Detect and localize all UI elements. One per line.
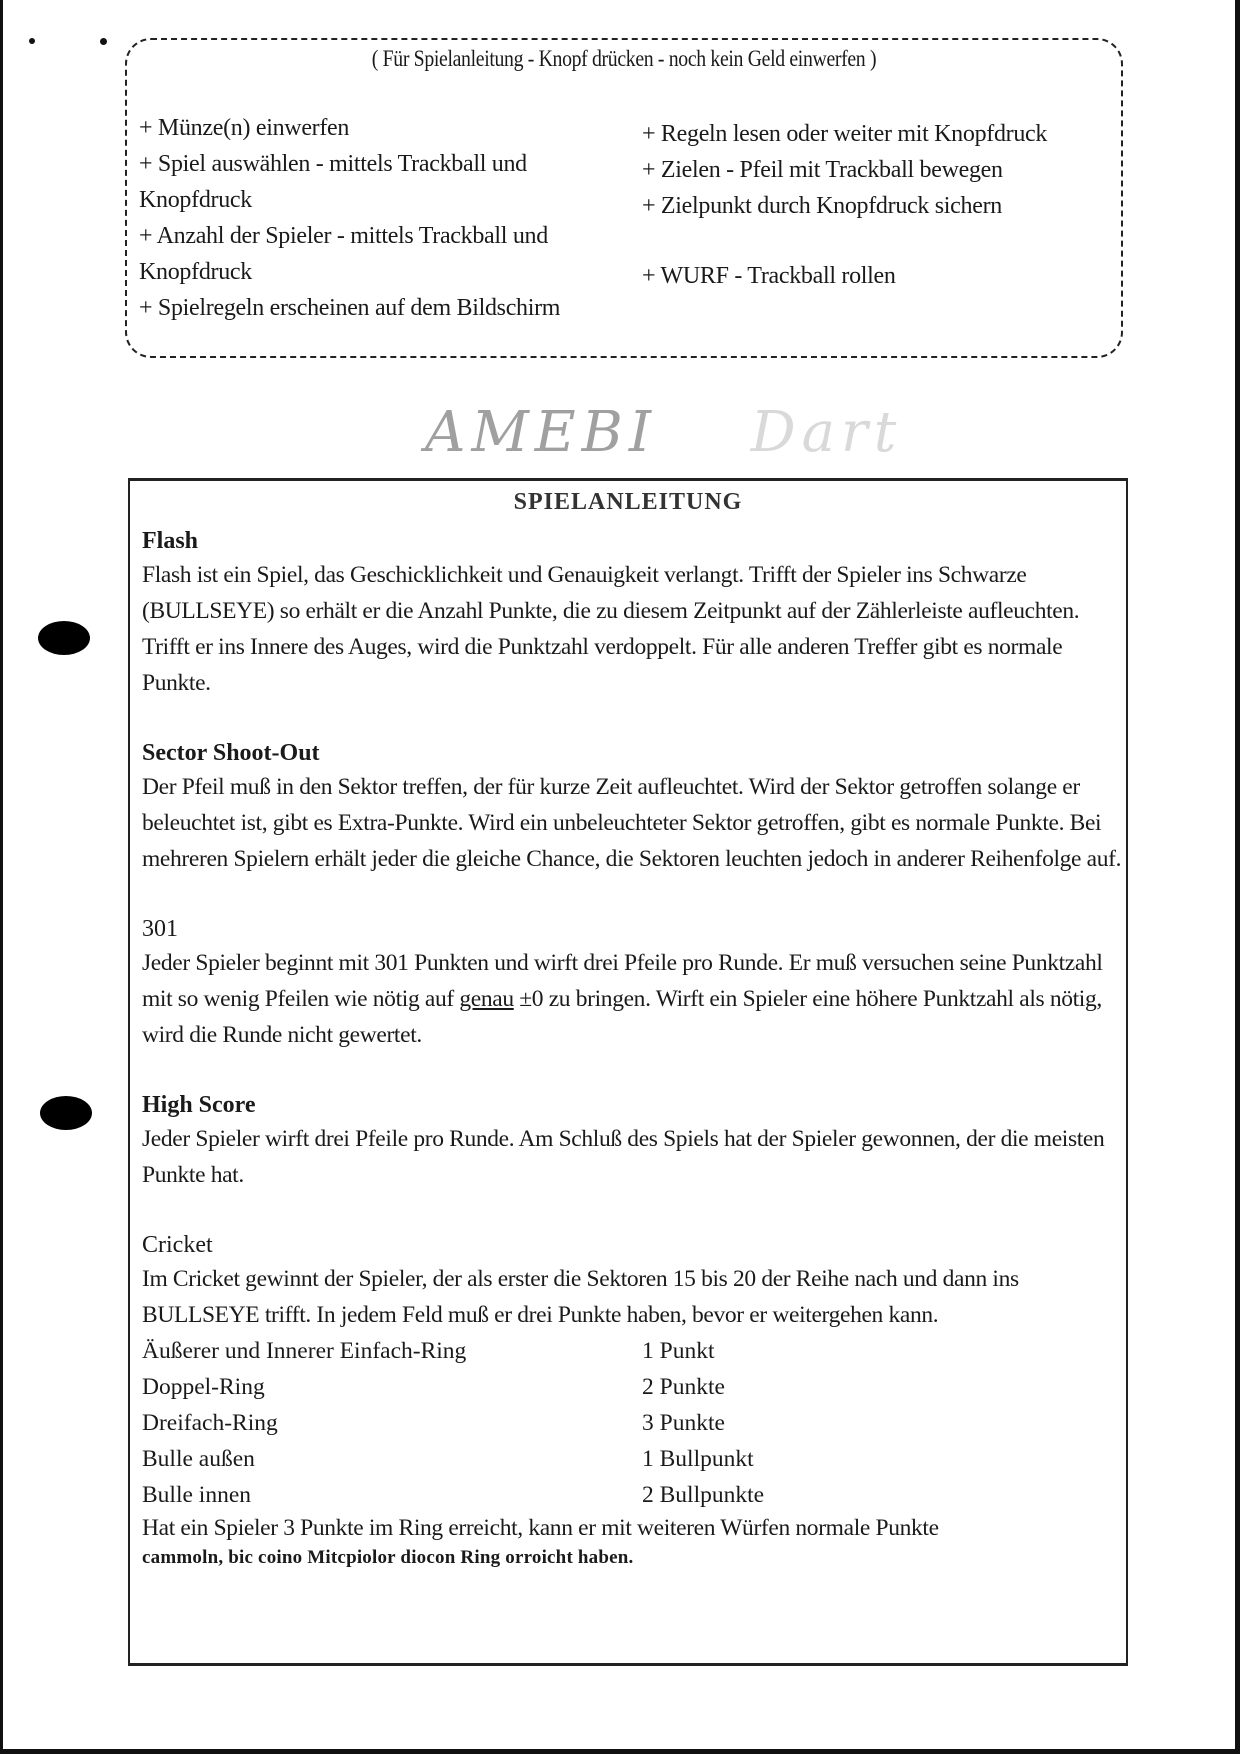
text-run: Jeder Spieler beginnt mit 301 Punkten und wirft drei Pfeile pro Runde. Er muß versuchen seine Punktzahl mit so wenig Pfeilen wie nötig auf: [142, 950, 1103, 1012]
step-item: + Zielen - Pfeil mit Trackball bewegen: [642, 157, 1003, 183]
cricket-closing-line: cammoln, bic coino Mitcpiolor diocon Ring orroicht haben.: [142, 1547, 634, 1568]
punch-hole: [40, 1096, 92, 1130]
section-heading: Flash: [142, 528, 199, 554]
spacer: [642, 224, 1122, 258]
scoring-label: Bulle innen: [142, 1482, 251, 1508]
handwritten-word: AMEBI: [425, 400, 657, 465]
scoring-value: 3 Punkte: [642, 1410, 725, 1436]
scoring-row: [142, 1477, 1122, 1513]
step-item: + Spielregeln erscheinen auf dem Bildschirm: [139, 295, 561, 321]
scoring-label: Äußerer und Innerer Einfach-Ring: [142, 1338, 467, 1364]
step-item: + Münze(n) einwerfen: [139, 115, 350, 141]
section-flash: [142, 525, 1122, 701]
scoring-value: 1 Punkt: [642, 1338, 715, 1364]
section-text: Der Pfeil muß in den Sektor treffen, der für kurze Zeit aufleuchtet. Wird der Sektor getroffen solange er beleuchtet ist, gibt es Extra-Punkte. Wird ein unbeleuchteter Sektor getroffen, gibt es normale Punkte. Bei mehreren Spielern erhält jeder die gleiche Chance, die Sektoren leuchten jedoch in anderer Reihenfolge auf.: [142, 774, 1122, 872]
scoring-row: [142, 1333, 1122, 1369]
underlined-word: genau: [459, 986, 514, 1012]
scoring-value: 2 Bullpunkte: [642, 1482, 765, 1508]
scan-speck: [29, 38, 35, 44]
section-heading: Cricket: [142, 1232, 213, 1258]
step-item: + Anzahl der Spieler - mittels Trackball und Knopfdruck: [139, 223, 548, 285]
handwritten-annotation: [425, 400, 902, 465]
scoring-label: Bulle außen: [142, 1446, 255, 1472]
cricket-closing-line: Hat ein Spieler 3 Punkte im Ring erreicht, kann er mit weiteren Würfen normale Punkte: [142, 1515, 939, 1541]
section-heading: 301: [142, 916, 178, 942]
section-heading: High Score: [142, 1092, 256, 1118]
scoring-value: 1 Bullpunkt: [642, 1446, 754, 1472]
scoring-label: Doppel-Ring: [142, 1374, 265, 1400]
scan-edge-bottom: [0, 1749, 1240, 1754]
quick-start-box: [125, 38, 1123, 358]
step-item: + Zielpunkt durch Knopfdruck sichern: [642, 193, 1002, 219]
scoring-value: 2 Punkte: [642, 1374, 725, 1400]
handwritten-word: Dart: [750, 400, 903, 465]
page-title: SPIELANLEITUNG: [513, 489, 743, 515]
section-high-score: [142, 1089, 1122, 1193]
step-item: + Regeln lesen oder weiter mit Knopfdruck: [642, 121, 1048, 147]
scoring-row: [142, 1369, 1122, 1405]
instructions-content: [142, 525, 1122, 1609]
section-sector-shoot-out: [142, 737, 1122, 877]
quick-start-steps-right: [642, 116, 1122, 294]
section-text: Jeder Spieler wirft drei Pfeile pro Runde. Am Schluß des Spiels hat der Spieler gewonnen, der die meisten Punkte hat.: [142, 1126, 1105, 1188]
section-cricket: [142, 1229, 1122, 1573]
scoring-row: [142, 1441, 1122, 1477]
step-item: + Spiel auswählen - mittels Trackball und Knopfdruck: [139, 151, 527, 213]
text-run: ±0 zu bringen. Wirft ein Spieler eine höhere Punktzahl als nötig, wird die Runde nicht gewertet.: [142, 986, 1102, 1048]
scan-edge-right: [1235, 0, 1240, 1754]
section-text: [142, 945, 1122, 1053]
game-instructions-box: [128, 478, 1128, 1666]
section-301: [142, 913, 1122, 1053]
scan-speck: [100, 38, 107, 45]
quick-start-note: ( Für Spielanleitung - Knopf drücken - noch kein Geld einwerfen ): [371, 46, 877, 71]
punch-hole: [38, 621, 90, 655]
scoring-label: Dreifach-Ring: [142, 1410, 278, 1436]
section-heading: Sector Shoot-Out: [142, 740, 320, 766]
scoring-row: [142, 1405, 1122, 1441]
section-text: Im Cricket gewinnt der Spieler, der als erster die Sektoren 15 bis 20 der Reihe nach und dann ins BULLSEYE trifft. In jedem Feld muß er drei Punkte haben, bevor er weitergehen kann.: [142, 1266, 1019, 1328]
step-item: + WURF - Trackball rollen: [642, 263, 896, 289]
cricket-scoring-table: [142, 1333, 1122, 1513]
quick-start-steps-left: [139, 110, 639, 326]
scan-edge-left: [0, 0, 3, 1754]
section-text: Flash ist ein Spiel, das Geschicklichkeit und Genauigkeit verlangt. Trifft der Spieler ins Schwarze (BULLSEYE) so erhält er die Anzahl Punkte, die zu diesem Zeitpunkt auf der Zählerleiste aufleuchten. Trifft er ins Innere des Auges, wird die Punktzahl verdoppelt. Für alle anderen Treffer gibt es normale Punkte.: [142, 562, 1080, 696]
